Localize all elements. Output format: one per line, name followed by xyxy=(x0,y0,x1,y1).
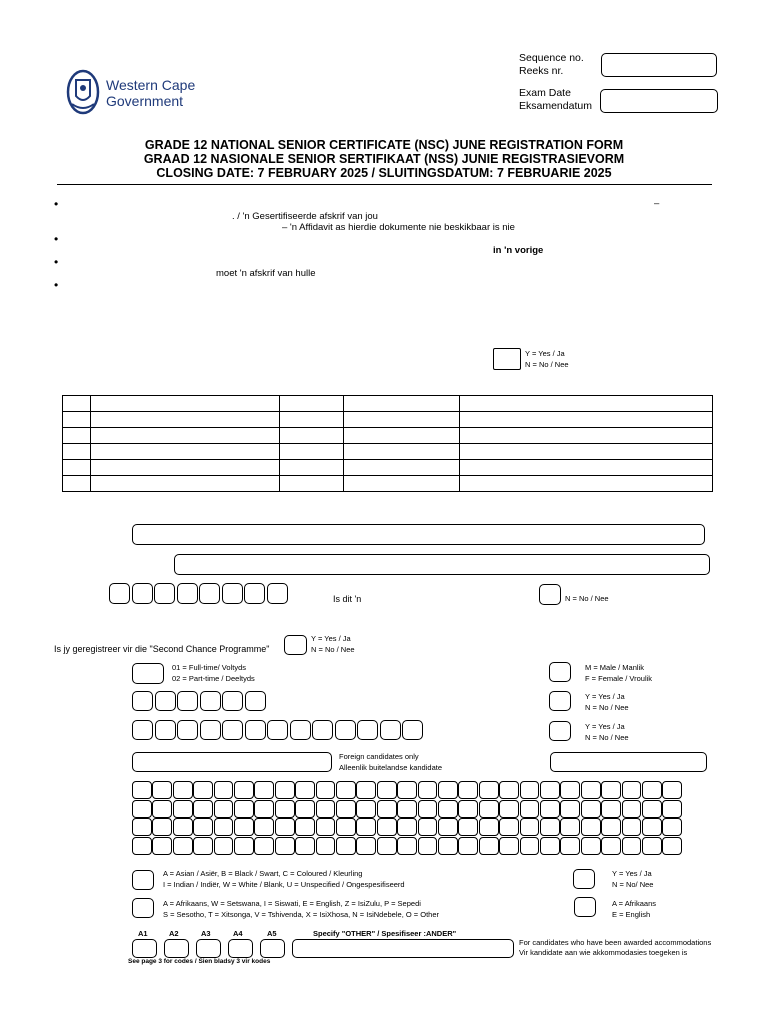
yn-top-no: N = No / Nee xyxy=(525,360,569,369)
study-mode-opt1: 01 = Full-time/ Voltyds xyxy=(172,663,246,672)
address-char-box[interactable] xyxy=(458,837,478,855)
accom-label-a3: A3 xyxy=(201,929,211,938)
address-char-box[interactable] xyxy=(193,781,213,799)
address-char-box[interactable] xyxy=(642,837,662,855)
lang-af-e: E = English xyxy=(612,910,651,919)
address-char-box[interactable] xyxy=(275,800,295,818)
id-digit-box[interactable] xyxy=(380,720,401,740)
address-char-box[interactable] xyxy=(234,837,254,855)
address-char-box[interactable] xyxy=(336,837,356,855)
language-box[interactable] xyxy=(132,898,154,918)
instruction-dash: – xyxy=(654,198,660,209)
address-char-box[interactable] xyxy=(336,800,356,818)
yn-top-yes: Y = Yes / Ja xyxy=(525,349,565,358)
address-char-box[interactable] xyxy=(254,837,274,855)
id-digit-box[interactable] xyxy=(177,720,198,740)
address-char-box[interactable] xyxy=(214,781,234,799)
address-char-box[interactable] xyxy=(377,818,397,836)
address-char-box[interactable] xyxy=(173,837,193,855)
address-char-box[interactable] xyxy=(499,818,519,836)
gender-male: M = Male / Manlik xyxy=(585,663,644,672)
title-line3: CLOSING DATE: 7 FEBRUARY 2025 / SLUITINGSDATUM: 7 FEBRUARIE 2025 xyxy=(156,166,612,180)
address-char-box[interactable] xyxy=(254,800,274,818)
address-char-box[interactable] xyxy=(275,818,295,836)
instruction-line1b: . / 'n Gesertifiseerde afskrif van jou xyxy=(232,211,378,222)
address-char-box[interactable] xyxy=(560,837,580,855)
address-char-box[interactable] xyxy=(438,800,458,818)
bullet-4: • xyxy=(54,278,59,292)
title-line1: GRADE 12 NATIONAL SENIOR CERTIFICATE (NSC) JUNE REGISTRATION FORM xyxy=(144,138,624,152)
address-char-box[interactable] xyxy=(499,800,519,818)
address-char-box[interactable] xyxy=(662,837,682,855)
address-char-box[interactable] xyxy=(560,781,580,799)
address-char-box[interactable] xyxy=(540,837,560,855)
coat-of-arms-icon xyxy=(66,68,100,116)
address-char-box[interactable] xyxy=(479,837,499,855)
instruction-line3: moet 'n afskrif van hulle xyxy=(216,268,316,279)
yn-b-box[interactable] xyxy=(549,721,571,741)
address-char-box[interactable] xyxy=(581,800,601,818)
address-char-box[interactable] xyxy=(234,800,254,818)
history-table xyxy=(62,395,713,492)
instruction-line1c: – 'n Affidavit as hierdie dokumente nie beskikbaar is nie xyxy=(282,222,515,233)
is-dit-n-label: Is dit 'n xyxy=(333,594,362,604)
address-char-box[interactable] xyxy=(642,781,662,799)
address-char-box[interactable] xyxy=(152,781,172,799)
language-line2: S = Sesotho, T = Xitsonga, V = Tshivenda, X = IsiXhosa, N = IsiNdebele, O = Other xyxy=(163,910,439,919)
address-char-box[interactable] xyxy=(560,818,580,836)
address-char-box[interactable] xyxy=(662,818,682,836)
accom-a4-box[interactable] xyxy=(228,939,253,958)
address-char-box[interactable] xyxy=(214,837,234,855)
study-mode-box[interactable] xyxy=(132,663,164,684)
title-line2: GRAAD 12 NASIONALE SENIOR SERTIFIKAAT (NSS) JUNIE REGISTRASIEVORM xyxy=(143,152,625,166)
id-digit-box[interactable] xyxy=(267,720,288,740)
accom-label-a2: A2 xyxy=(169,929,179,938)
address-char-box[interactable] xyxy=(601,781,621,799)
address-char-box[interactable] xyxy=(234,781,254,799)
address-char-box[interactable] xyxy=(581,837,601,855)
lang-af-a: A = Afrikaans xyxy=(612,899,656,908)
address-char-box[interactable] xyxy=(499,837,519,855)
address-char-box[interactable] xyxy=(662,800,682,818)
address-char-box[interactable] xyxy=(173,781,193,799)
date-digit-box[interactable] xyxy=(222,583,243,604)
sequence-label-af: Reeks nr. xyxy=(519,65,564,77)
address-char-box[interactable] xyxy=(581,818,601,836)
yn-c-box[interactable] xyxy=(573,869,595,889)
address-char-box[interactable] xyxy=(479,800,499,818)
address-char-box[interactable] xyxy=(642,818,662,836)
accom-label-a1: A1 xyxy=(138,929,148,938)
address-char-box[interactable] xyxy=(520,837,540,855)
table-row xyxy=(63,444,713,460)
address-char-box[interactable] xyxy=(152,800,172,818)
address-char-box[interactable] xyxy=(438,818,458,836)
sequence-field[interactable] xyxy=(601,53,717,77)
exam-date-label-en: Exam Date xyxy=(519,87,571,99)
address-char-box[interactable] xyxy=(295,781,315,799)
table-row xyxy=(63,460,713,476)
logo-line1: Western Cape xyxy=(106,77,196,93)
address-char-box[interactable] xyxy=(356,800,376,818)
second-chance-box[interactable] xyxy=(284,635,307,655)
study-mode-opt2: 02 = Part-time / Deeltyds xyxy=(172,674,255,683)
gender-box[interactable] xyxy=(549,662,571,682)
address-char-box[interactable] xyxy=(295,800,315,818)
address-char-box[interactable] xyxy=(418,800,438,818)
yn-a-yes: Y = Yes / Ja xyxy=(585,692,625,701)
surname-field[interactable] xyxy=(132,524,705,545)
is-dit-no-label: N = No / Nee xyxy=(565,594,609,603)
address-char-box[interactable] xyxy=(173,800,193,818)
instruction-line2: in 'n vorige xyxy=(493,245,544,256)
accom-note-en: For candidates who have been awarded accommodations xyxy=(519,938,712,947)
yn-b-no: N = No / Nee xyxy=(585,733,629,742)
accom-specify-field[interactable] xyxy=(292,939,514,958)
foreign-label-en: Foreign candidates only xyxy=(339,752,419,761)
address-char-box[interactable] xyxy=(622,837,642,855)
address-char-box[interactable] xyxy=(479,781,499,799)
foreign-field-left[interactable] xyxy=(132,752,332,772)
address-char-box[interactable] xyxy=(458,818,478,836)
address-char-box[interactable] xyxy=(336,818,356,836)
address-char-box[interactable] xyxy=(316,800,336,818)
address-char-box[interactable] xyxy=(316,837,336,855)
date-digit-box[interactable] xyxy=(244,583,265,604)
digit-box[interactable] xyxy=(177,691,198,711)
address-char-box[interactable] xyxy=(193,800,213,818)
date-digit-box[interactable] xyxy=(267,583,288,604)
address-char-box[interactable] xyxy=(560,800,580,818)
table-row xyxy=(63,412,713,428)
date-digit-box[interactable] xyxy=(177,583,198,604)
address-char-box[interactable] xyxy=(193,837,213,855)
address-char-box[interactable] xyxy=(458,781,478,799)
address-char-box[interactable] xyxy=(275,781,295,799)
address-char-box[interactable] xyxy=(458,800,478,818)
address-char-box[interactable] xyxy=(622,781,642,799)
digit-box[interactable] xyxy=(245,691,266,711)
id-digit-box[interactable] xyxy=(402,720,423,740)
exam-date-field[interactable] xyxy=(600,89,718,113)
address-char-box[interactable] xyxy=(479,818,499,836)
logo-line2: Government xyxy=(106,93,184,109)
address-char-box[interactable] xyxy=(214,800,234,818)
yn-a-box[interactable] xyxy=(549,691,571,711)
address-char-box[interactable] xyxy=(254,781,274,799)
address-char-box[interactable] xyxy=(397,800,417,818)
address-char-box[interactable] xyxy=(132,837,152,855)
language-line1: A = Afrikaans, W = Setswana, I = Siswati, E = English, Z = IsiZulu, P = Sepedi xyxy=(163,899,421,908)
address-char-box[interactable] xyxy=(601,800,621,818)
address-char-box[interactable] xyxy=(438,781,458,799)
address-char-box[interactable] xyxy=(622,818,642,836)
address-char-box[interactable] xyxy=(336,781,356,799)
date-digit-box[interactable] xyxy=(132,583,153,604)
accom-label-a5: A5 xyxy=(267,929,277,938)
date-digit-box[interactable] xyxy=(199,583,220,604)
accom-note-af: Vir kandidate aan wie akkommodasies toegeken is xyxy=(519,948,688,957)
foreign-field-right[interactable] xyxy=(550,752,707,772)
address-char-box[interactable] xyxy=(418,818,438,836)
address-char-box[interactable] xyxy=(295,818,315,836)
address-char-box[interactable] xyxy=(295,837,315,855)
accom-a3-box[interactable] xyxy=(196,939,221,958)
address-char-box[interactable] xyxy=(540,781,560,799)
address-char-box[interactable] xyxy=(520,781,540,799)
gender-female: F = Female / Vroulik xyxy=(585,674,653,683)
bullet-2: • xyxy=(54,232,59,246)
race-line1: A = Asian / Asiër, B = Black / Swart, C = Coloured / Kleurling xyxy=(163,869,363,878)
digit-box[interactable] xyxy=(132,691,153,711)
race-box[interactable] xyxy=(132,870,154,890)
first-names-field[interactable] xyxy=(174,554,710,575)
accom-see-page: See page 3 for codes / Sien bladsy 3 vir kodes xyxy=(128,958,271,965)
digit-box[interactable] xyxy=(222,691,243,711)
yn-a-no: N = No / Nee xyxy=(585,703,629,712)
address-char-box[interactable] xyxy=(356,781,376,799)
yn-c-no: N = No/ Nee xyxy=(612,880,654,889)
id-digit-box[interactable] xyxy=(132,720,153,740)
address-char-box[interactable] xyxy=(132,781,152,799)
yn-c-yes: Y = Yes / Ja xyxy=(612,869,652,878)
address-char-box[interactable] xyxy=(540,818,560,836)
accom-a5-box[interactable] xyxy=(260,939,285,958)
address-char-box[interactable] xyxy=(499,781,519,799)
address-char-box[interactable] xyxy=(152,837,172,855)
address-char-box[interactable] xyxy=(418,781,438,799)
exam-date-label-af: Eksamendatum xyxy=(519,100,592,112)
address-char-box[interactable] xyxy=(356,837,376,855)
address-char-box[interactable] xyxy=(377,800,397,818)
address-char-box[interactable] xyxy=(397,837,417,855)
digit-box[interactable] xyxy=(155,691,176,711)
id-digit-box[interactable] xyxy=(222,720,243,740)
address-char-box[interactable] xyxy=(540,800,560,818)
sequence-label-en: Sequence no. xyxy=(519,52,584,64)
address-char-box[interactable] xyxy=(132,818,152,836)
id-digit-box[interactable] xyxy=(290,720,311,740)
address-char-box[interactable] xyxy=(377,781,397,799)
date-digit-box[interactable] xyxy=(154,583,175,604)
table-row xyxy=(63,476,713,492)
foreign-label-af: Alleenlik buitelandse kandidate xyxy=(339,763,442,772)
table-row xyxy=(63,396,713,412)
address-char-box[interactable] xyxy=(316,818,336,836)
address-char-box[interactable] xyxy=(214,818,234,836)
id-digit-box[interactable] xyxy=(200,720,221,740)
address-char-box[interactable] xyxy=(173,818,193,836)
address-char-box[interactable] xyxy=(234,818,254,836)
address-char-box[interactable] xyxy=(520,800,540,818)
accom-a2-box[interactable] xyxy=(164,939,189,958)
race-line2: I = Indian / Indiër, W = White / Blank, U = Unspecified / Ongespesifiseerd xyxy=(163,880,405,889)
bullet-1: • xyxy=(54,197,59,211)
second-chance-no: N = No / Nee xyxy=(311,645,355,654)
id-digit-box[interactable] xyxy=(245,720,266,740)
accom-label-a4: A4 xyxy=(233,929,243,938)
accom-specify-label: Specify "OTHER" / Spesifiseer :ANDER" xyxy=(313,929,457,938)
address-char-box[interactable] xyxy=(622,800,642,818)
yn-b-yes: Y = Yes / Ja xyxy=(585,722,625,731)
address-char-box[interactable] xyxy=(397,781,417,799)
second-chance-question: Is jy geregistreer vir die "Second Chance Programme" xyxy=(54,644,270,654)
id-digit-box[interactable] xyxy=(312,720,333,740)
address-char-box[interactable] xyxy=(601,818,621,836)
address-char-box[interactable] xyxy=(193,818,213,836)
address-char-box[interactable] xyxy=(316,781,336,799)
id-digit-box[interactable] xyxy=(357,720,378,740)
digit-box[interactable] xyxy=(200,691,221,711)
title-divider xyxy=(57,184,712,185)
address-char-box[interactable] xyxy=(132,800,152,818)
address-char-box[interactable] xyxy=(642,800,662,818)
address-char-box[interactable] xyxy=(152,818,172,836)
second-chance-yes: Y = Yes / Ja xyxy=(311,634,351,643)
yn-is-dit-box[interactable] xyxy=(539,584,561,605)
address-char-box[interactable] xyxy=(418,837,438,855)
lang-af-box[interactable] xyxy=(574,897,596,917)
accom-a1-box[interactable] xyxy=(132,939,157,958)
address-char-box[interactable] xyxy=(397,818,417,836)
address-char-box[interactable] xyxy=(520,818,540,836)
address-char-box[interactable] xyxy=(581,781,601,799)
address-char-box[interactable] xyxy=(662,781,682,799)
date-digit-box[interactable] xyxy=(109,583,130,604)
address-char-box[interactable] xyxy=(254,818,274,836)
yn-top-box[interactable] xyxy=(493,348,521,370)
wcg-logo xyxy=(66,68,196,118)
id-digit-box[interactable] xyxy=(155,720,176,740)
address-char-box[interactable] xyxy=(438,837,458,855)
table-row xyxy=(63,428,713,444)
address-char-box[interactable] xyxy=(356,818,376,836)
address-char-box[interactable] xyxy=(601,837,621,855)
address-char-box[interactable] xyxy=(275,837,295,855)
address-char-box[interactable] xyxy=(377,837,397,855)
id-digit-box[interactable] xyxy=(335,720,356,740)
bullet-3: • xyxy=(54,255,59,269)
